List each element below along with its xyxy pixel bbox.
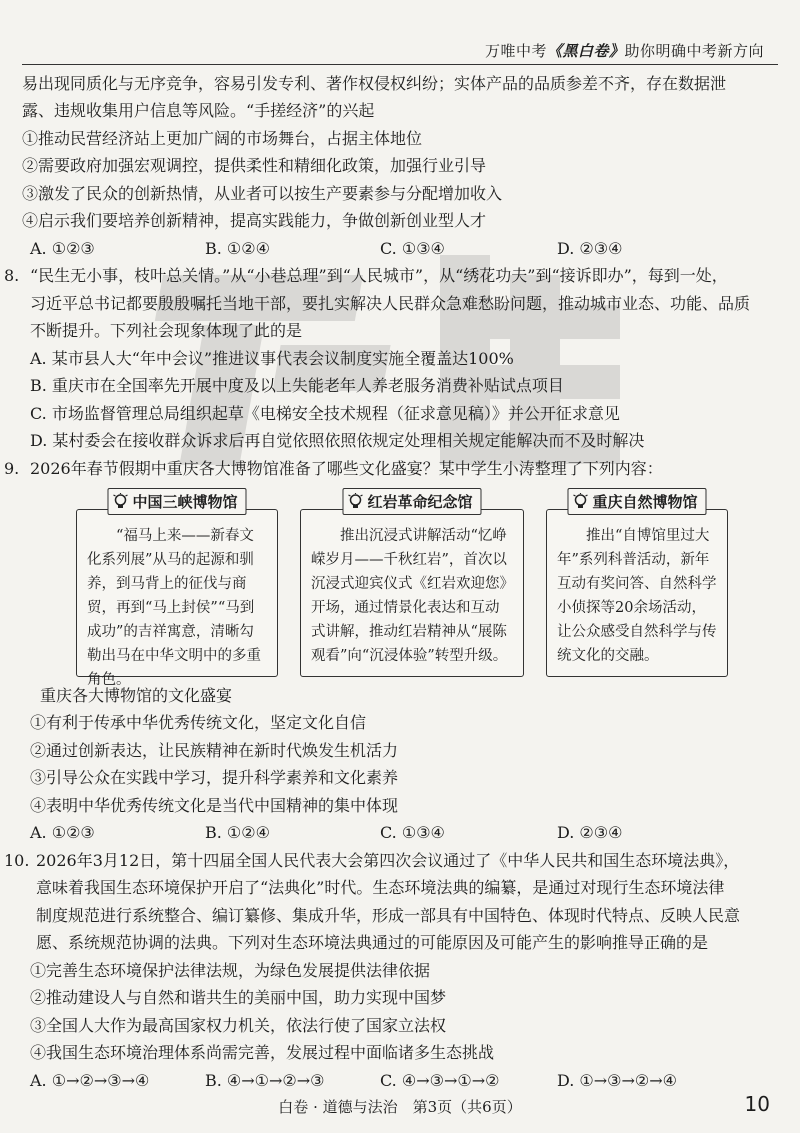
- q8-stem-line2: 习近平总书记都要殷殷嘱托当地干部，要扎实解决人民群众急难愁盼问题，推动城市业态、功能、品质: [30, 294, 751, 313]
- q7-option-b[interactable]: B. ①②④: [205, 239, 270, 258]
- q9-option-a[interactable]: A. ①②③: [30, 823, 95, 842]
- header-book-title: 《黑白卷》: [546, 42, 625, 60]
- q10-stem-text1: 2026年3月12日，第十四届全国人民代表大会第四次会议通过了《中华人民共和国生态环境法典》，: [36, 851, 740, 870]
- museum-card-natural-history: [546, 493, 728, 677]
- museum-card-three-gorges: [76, 493, 278, 688]
- q10-statement-1: ①完善生态环境保护法律法规，为绿色发展提供法律依据: [30, 961, 431, 980]
- q7-statement-2: ②需要政府加强宏观调控，提供柔性和精细化政策，加强行业引导: [22, 156, 487, 175]
- q10-stem-line1: [4, 850, 778, 872]
- q9-option-b[interactable]: B. ①②④: [205, 823, 270, 842]
- museum-card-text: “福马上来——新春文化系列展”从马的起源和驯养，到马背上的征伐与商贸，再到“马上封侯”“马到成功”的吉祥寓意，清晰勾勒出马在中华文明中的多重角色。: [87, 528, 261, 688]
- q7-stem-line2: 露、违规收集用户信息等风险。“手搓经济”的兴起: [22, 101, 375, 120]
- q8-stem-line1: [4, 265, 778, 287]
- q8-stem-line3: 不断提升。下列社会现象体现了此的是: [30, 321, 303, 340]
- page-header: [485, 40, 764, 61]
- q8-option-c[interactable]: C. 市场监督管理总局组织起草《电梯安全技术规程（征求意见稿）》并公开征求意见: [30, 404, 620, 423]
- q7-option-c[interactable]: C. ①③④: [380, 239, 445, 258]
- page-footer: 白卷 · 道德与法治 第3页（共6页）: [278, 1098, 522, 1116]
- museum-card-text: 推出沉浸式讲解活动“忆峥嵘岁月——千秋红岩”，首次以沉浸式迎宾仪式《红岩欢迎您》开场，通过情景化表达和互动式讲解，推动红岩精神从“展陈观看”向“沉浸体验”转型升级。: [311, 528, 508, 664]
- museum-card-text: 推出“自博馆里过大年”系列科普活动，新年互动有奖问答、自然科学小侦探等20余场活动，让公众感受自然科学与传统文化的交融。: [557, 528, 717, 664]
- q8-option-d[interactable]: D. 某村委会在接收群众诉求后再自觉依照依照依规定处理相关规定能解决而不及时解决: [30, 431, 645, 450]
- q9-statement-3: ③引导公众在实践中学习，提升科学素养和文化素养: [30, 768, 399, 787]
- q10-option-a[interactable]: A. ①→②→③→④: [30, 1071, 150, 1090]
- q9-statement-4: ④表明中华优秀传统文化是当代中国精神的集中体现: [30, 796, 399, 815]
- q8-option-b[interactable]: B. 重庆市在全国率先开展中度及以上失能老年人养老服务消费补贴试点项目: [30, 376, 564, 395]
- q8-stem-text1: “民生无小事，枝叶总关情。”从“小巷总理”到“人民城市”，从“绣花功夫”到“接诉即办”，每到一处，: [30, 266, 728, 285]
- q10-statement-2: ②推动建设人与自然和谐共生的美丽中国，助力实现中国梦: [30, 988, 447, 1007]
- page-number: 10: [744, 1092, 770, 1116]
- q10-number: 10.: [4, 851, 30, 870]
- header-divider: [22, 64, 778, 65]
- q10-stem-line2: 意味着我国生态环境保护开启了“法典化”时代。生态环境法典的编纂，是通过对现行生态环境法律: [36, 878, 725, 897]
- q10-statement-3: ③全国人大作为最高国家权力机关，依法行使了国家立法权: [30, 1016, 447, 1035]
- museum-card-title: 红岩革命纪念馆: [342, 488, 481, 515]
- q10-option-d[interactable]: D. ①→③→②→④: [557, 1071, 678, 1090]
- header-brand: 万唯中考: [484, 42, 547, 60]
- lightbulb-icon: [112, 493, 128, 511]
- q9-lead: 重庆各大博物馆的文化盛宴: [40, 686, 233, 705]
- q7-statement-3: ③激发了民众的创新热情，从业者可以按生产要素参与分配增加收入: [22, 184, 503, 203]
- q10-options: [30, 1070, 778, 1092]
- q9-options: [30, 822, 778, 844]
- q9-statement-2: ②通过创新表达，让民族精神在新时代焕发生机活力: [30, 741, 399, 760]
- q10-option-c[interactable]: C. ④→③→①→②: [380, 1071, 500, 1090]
- q9-statement-1: ①有利于传承中华优秀传统文化，坚定文化自信: [30, 713, 367, 732]
- museum-card-hongyan: [300, 493, 524, 677]
- lightbulb-icon: [572, 493, 588, 511]
- q10-statement-4: ④我国生态环境治理体系尚需完善，发展过程中面临诸多生态挑战: [30, 1043, 495, 1062]
- q8-number: 8.: [4, 266, 20, 285]
- q8-option-a[interactable]: A. 某市县人大“年中会议”推进议事代表会议制度实施全覆盖达100%: [30, 349, 514, 368]
- q10-stem-line3: 制度规范进行系统整合、编订纂修、集成升华，形成一部具有中国特色、体现时代特点、反映人民意: [36, 906, 741, 925]
- q7-options: [30, 238, 778, 260]
- museum-card-title: 重庆自然博物馆: [567, 488, 706, 515]
- q7-stem-line1: 易出现同质化与无序竞争，容易引发专利、著作权侵权纠纷；实体产品的品质参差不齐，存在数据泄: [22, 74, 727, 93]
- q7-option-a[interactable]: A. ①②③: [30, 239, 95, 258]
- q7-option-d[interactable]: D. ②③④: [557, 239, 623, 258]
- q10-stem-line4: 愿、系统规范协调的法典。下列对生态环境法典通过的可能原因及可能产生的影响推导正确的是: [36, 933, 709, 952]
- q7-statement-4: ④启示我们要培养创新精神，提高实践能力，争做创新创业型人才: [22, 211, 487, 230]
- q10-option-b[interactable]: B. ④→①→②→③: [205, 1071, 325, 1090]
- museum-card-title: 中国三峡博物馆: [107, 488, 246, 515]
- header-slogan: 助你明确中考新方向: [624, 42, 764, 60]
- q9-stem-text: 2026年春节假期中重庆各大博物馆准备了哪些文化盛宴？某中学生小涛整理了下列内容：: [30, 459, 663, 478]
- q7-statement-1: ①推动民营经济站上更加广阔的市场舞台，占据主体地位: [22, 129, 423, 148]
- q9-stem: [4, 458, 778, 480]
- lightbulb-icon: [347, 493, 363, 511]
- q9-option-c[interactable]: C. ①③④: [380, 823, 445, 842]
- q9-number: 9.: [4, 459, 20, 478]
- q9-option-d[interactable]: D. ②③④: [557, 823, 623, 842]
